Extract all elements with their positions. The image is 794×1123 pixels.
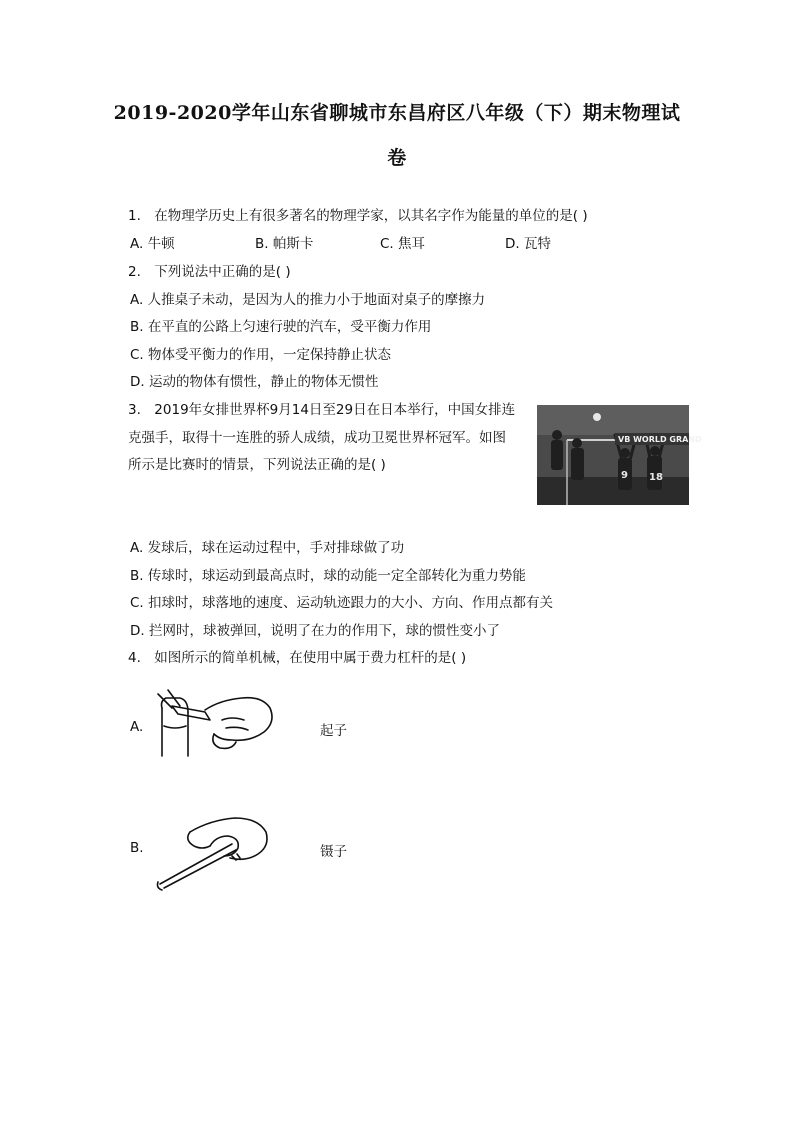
question-text-line3: 所示是比赛时的情景，下列说法正确的是( ) [128,457,386,473]
question-number: 2. [128,264,141,280]
exam-title-line2: 卷 [387,147,407,169]
question-number: 3. [128,402,141,418]
option-c: C. 焦耳 [380,236,426,252]
question-number: 1. [128,208,141,224]
jersey-number-9: 9 [621,470,628,481]
option-d: D. 瓦特 [505,236,551,252]
option-a: A. 牛顿 [130,236,175,252]
option-a-name: 起子 [320,723,347,739]
option-b-letter: B. [130,840,144,856]
question-text: 如图所示的简单机械，在使用中属于费力杠杆的是( ) [154,650,467,666]
photo-banner-text: VB WORLD GRAND [618,435,702,444]
jersey-number-18: 18 [649,472,663,483]
question-2 [128,260,291,280]
question-4 [128,646,466,666]
question-1 [128,204,588,224]
option-c: C. 扣球时，球落地的速度、运动轨迹跟力的大小、方向、作用点都有关 [130,595,554,611]
option-b: B. 在平直的公路上匀速行驶的汽车，受平衡力作用 [130,319,432,335]
option-c: C. 物体受平衡力的作用，一定保持静止状态 [130,347,392,363]
option-a-letter: A. [130,719,144,735]
question-text: 在物理学历史上有很多著名的物理学家，以其名字作为能量的单位的是( ) [154,208,588,224]
option-a: A. 人推桌子未动，是因为人的推力小于地面对桌子的摩擦力 [130,292,486,308]
question-3 [128,398,515,418]
question-number: 4. [128,650,141,666]
option-b: B. 帕斯卡 [255,236,314,252]
option-d: D. 拦网时，球被弹回，说明了在力的作用下，球的惯性变小了 [130,623,500,639]
question-text-line1: 2019年女排世界杯9月14日至29日在日本举行，中国女排连 [154,402,516,418]
option-b: B. 传球时，球运动到最高点时，球的动能一定全部转化为重力势能 [130,568,526,584]
option-b-name: 镊子 [320,844,347,860]
option-d: D. 运动的物体有惯性，静止的物体无惯性 [130,374,379,390]
question-text: 下列说法中正确的是( ) [154,264,291,280]
exam-title-line1: 2019-2020学年山东省聊城市东昌府区八年级（下）期末物理试 [113,102,681,124]
question-text-line2: 克强手，取得十一连胜的骄人成绩，成功卫冕世界杯冠军。如图 [128,430,506,446]
option-a: A. 发球后，球在运动过程中，手对排球做了功 [130,540,405,556]
tweezers-icon [150,812,275,892]
bottle-opener-icon [150,686,285,758]
volleyball-photo [537,405,702,505]
volleyball-scene-icon [537,405,702,505]
